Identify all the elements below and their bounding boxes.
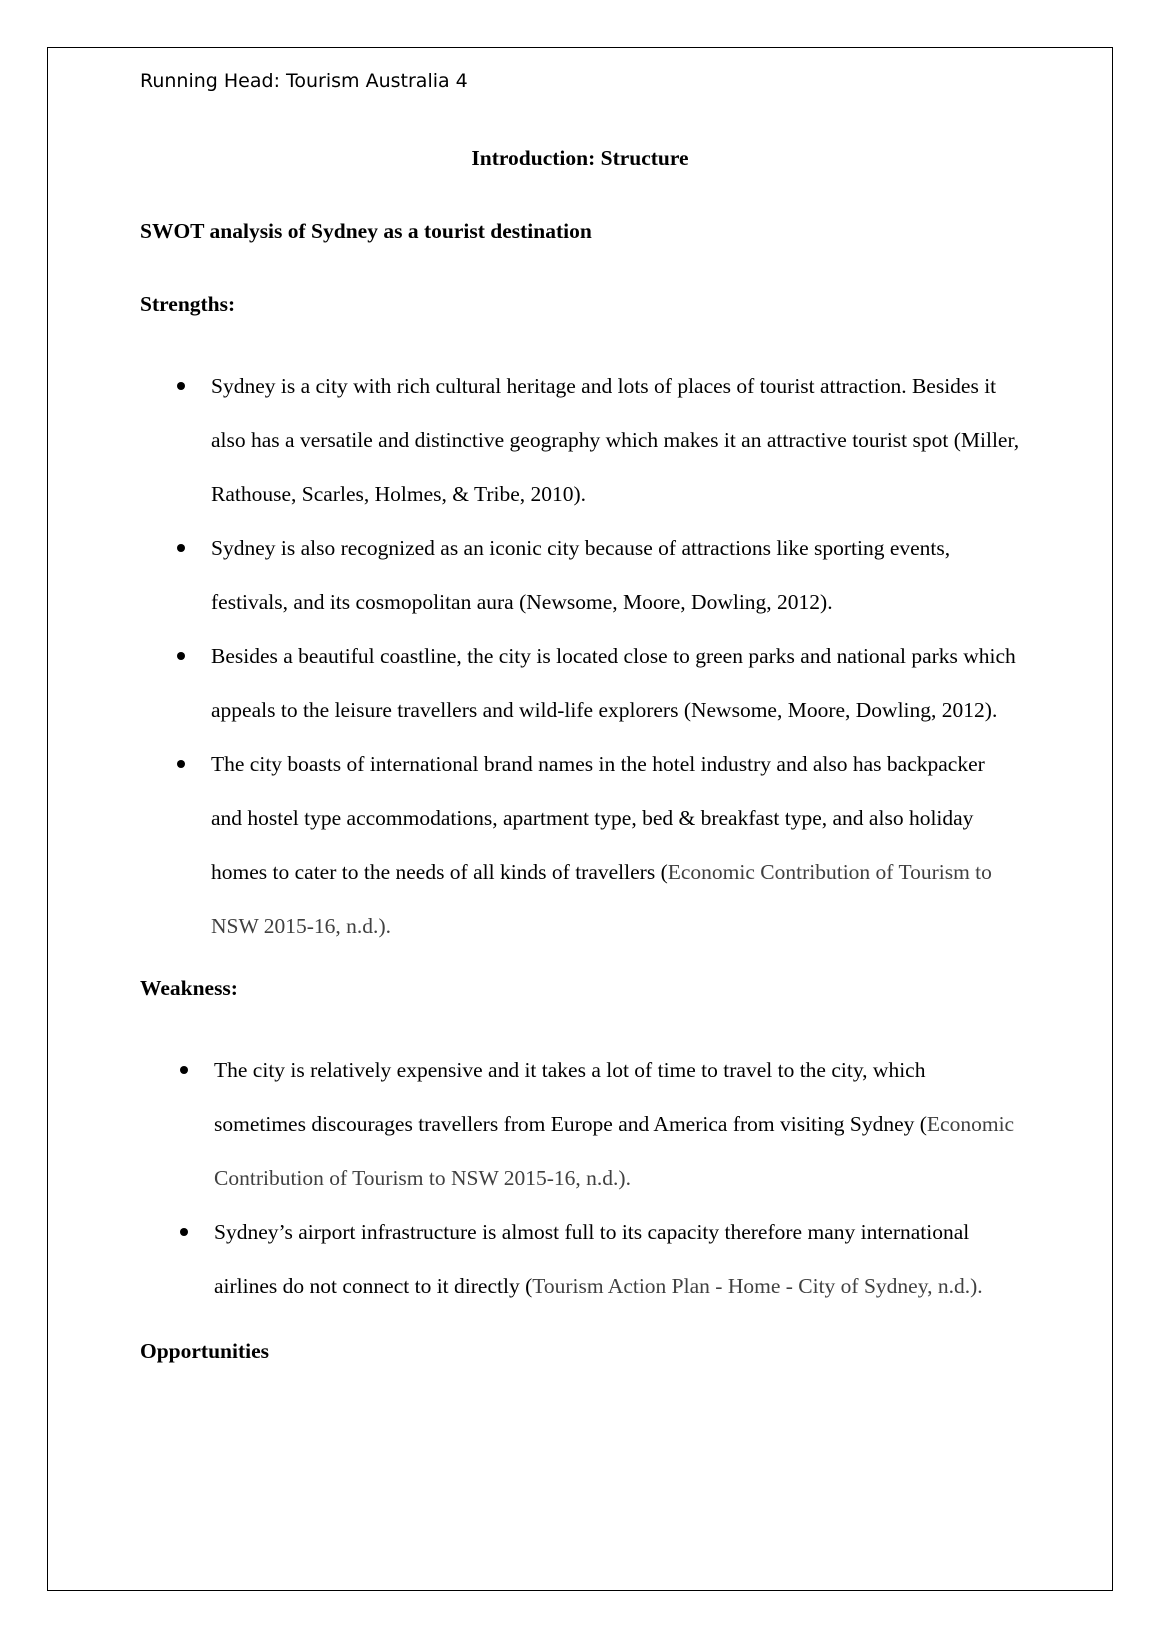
- citation-close: ).: [618, 1166, 631, 1190]
- citation-open: (: [919, 1112, 927, 1136]
- list-item: [140, 1043, 1020, 1205]
- list-item-text: Besides a beautiful coastline, the city is located close to green parks and national parks which appeals to the leisure travellers and wild-life explorers (Newsome, Moore, Dowling, 2012).: [211, 644, 1016, 722]
- bullet-icon: [177, 652, 185, 660]
- bullet-icon: [180, 1066, 188, 1074]
- page-title: Introduction: Structure: [471, 146, 689, 170]
- list-item: [140, 359, 1020, 521]
- citation: Tourism Action Plan - Home - City of Sydney, n.d.: [532, 1274, 971, 1298]
- citation-open: (: [525, 1274, 533, 1298]
- list-item: [140, 737, 1020, 953]
- citation: Economic Contribution of Tourism to NSW 2015-16, n.d.: [214, 1112, 1015, 1190]
- bullet-icon: [177, 382, 185, 390]
- weakness-list: [140, 1043, 1020, 1313]
- list-item-text: Sydney’s airport infrastructure is almost full to its capacity therefore many international airlines do not connect to it directly: [214, 1220, 970, 1298]
- weakness-heading: Weakness:: [140, 976, 238, 1000]
- citation-close: ).: [378, 914, 391, 938]
- bullet-icon: [180, 1228, 188, 1236]
- list-item-text: Sydney is a city with rich cultural heritage and lots of places of tourist attraction. Besides it also has a versatile and distinctive geography which makes it an attractive tourist spot (Miller, Rathouse, Scarles, Holmes, & Tribe, 2010).: [211, 374, 1020, 506]
- running-head: Running Head: Tourism Australia 4: [140, 70, 468, 92]
- list-item: [140, 629, 1020, 737]
- list-item-text: The city boasts of international brand names in the hotel industry and also has backpacker and hostel type accommodations, apartment type, bed & breakfast type, and also holiday homes to cater to the needs of all kinds of travellers: [211, 752, 985, 884]
- list-item: [140, 1205, 1020, 1313]
- bullet-icon: [177, 760, 185, 768]
- citation: Economic Contribution of Tourism to NSW 2015-16, n.d.: [211, 860, 992, 938]
- list-item-text: Sydney is also recognized as an iconic city because of attractions like sporting events, festivals, and its cosmopolitan aura (Newsome, Moore, Dowling, 2012).: [211, 536, 951, 614]
- citation-close: ).: [970, 1274, 983, 1298]
- opportunities-heading: Opportunities: [140, 1339, 270, 1363]
- document-body: [140, 140, 1020, 1366]
- strengths-list: [140, 359, 1020, 953]
- list-item: [140, 521, 1020, 629]
- list-item-text: The city is relatively expensive and it takes a lot of time to travel to the city, which sometimes discourages travellers from Europe and America from visiting Sydney: [214, 1058, 926, 1136]
- strengths-heading: Strengths:: [140, 292, 236, 316]
- bullet-icon: [177, 544, 185, 552]
- citation-open: (: [660, 860, 668, 884]
- section-heading: SWOT analysis of Sydney as a tourist destination: [140, 219, 592, 243]
